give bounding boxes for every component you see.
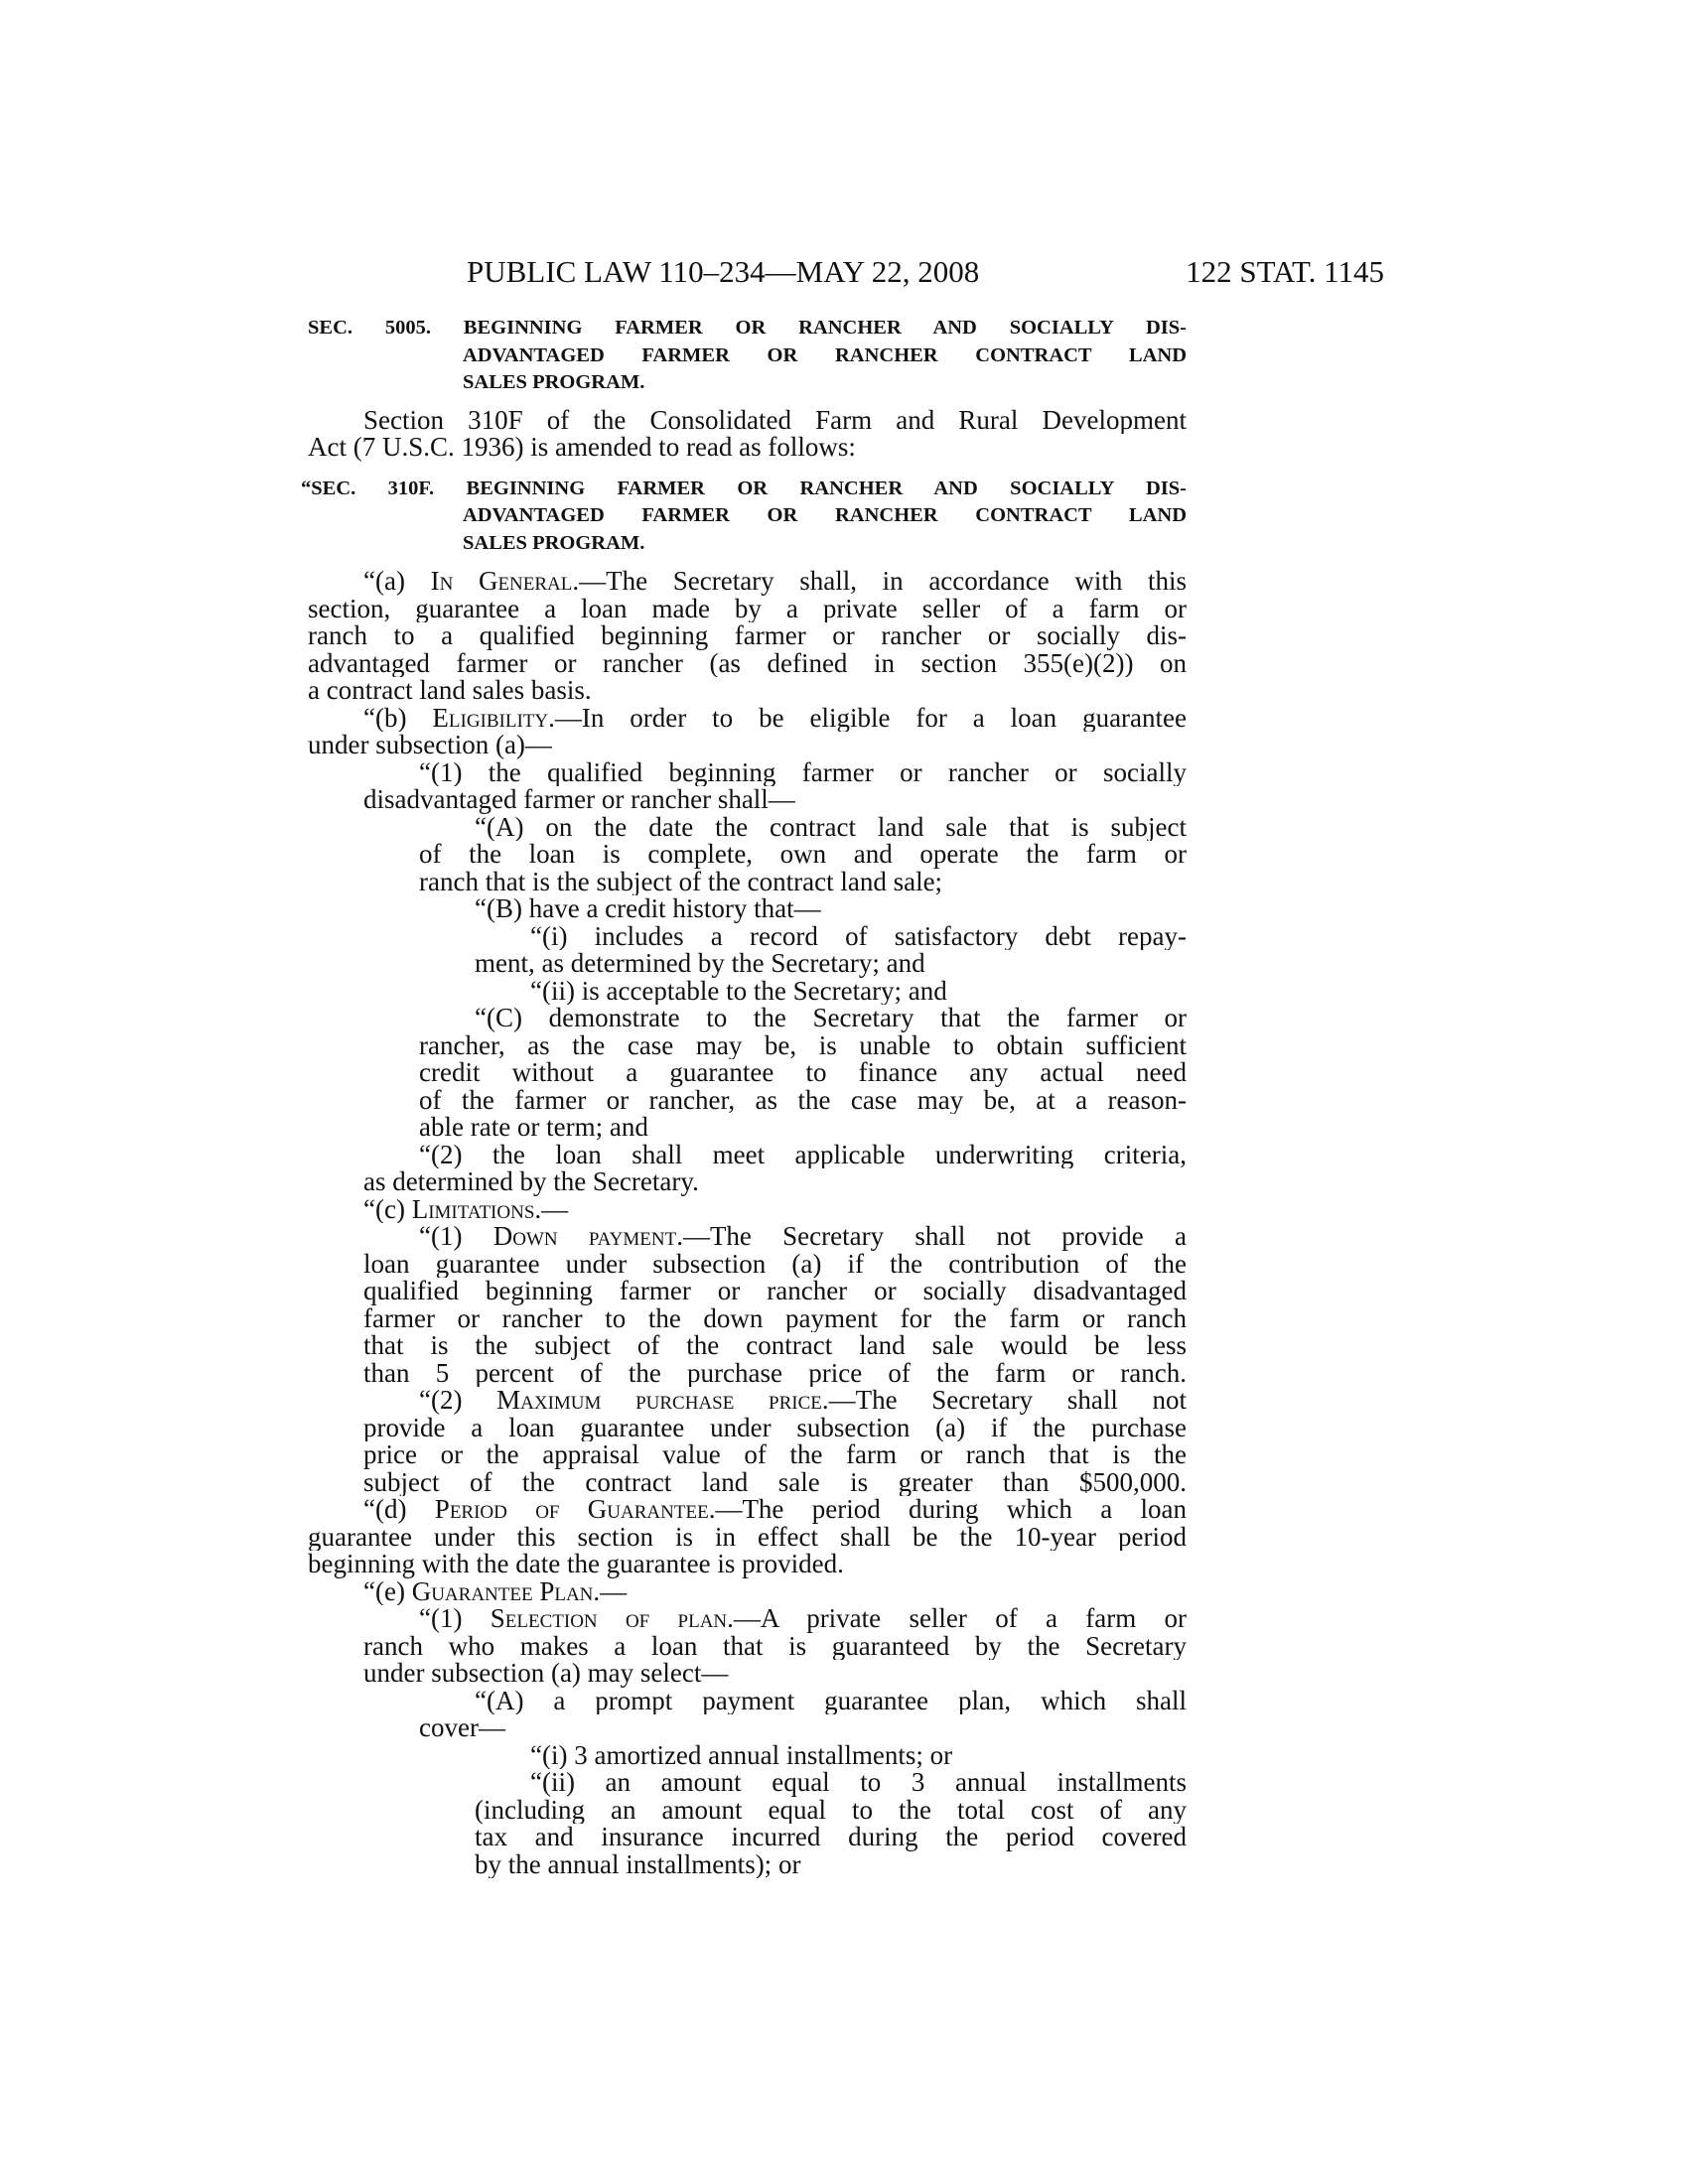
text-segment: .—The Secretary shall not <box>821 1387 1187 1415</box>
text-line: guarantee under this section is in effect shall be the 10-year period <box>308 1523 1187 1551</box>
text-line: provide a loan guarantee under subsection (a) if the purchase <box>363 1414 1187 1441</box>
text-segment: .—The Secretary shall not provide a <box>676 1223 1187 1251</box>
text-line: “(ii) is acceptable to the Secretary; and <box>530 977 947 1005</box>
subsection-caption: In General <box>430 568 573 596</box>
text-line: by the annual installments); or <box>475 1850 801 1878</box>
text-segment: .— <box>534 1195 569 1223</box>
subsection-caption: Down payment <box>492 1223 677 1251</box>
text-line: ranch that is the subject of the contract land sale; <box>419 868 943 895</box>
text-segment: “(d) <box>363 1496 435 1524</box>
section-text <box>308 568 1187 1878</box>
text-line: “(B) have a credit history that— <box>475 895 821 923</box>
text-line: tax and insurance incurred during the period covered <box>475 1824 1187 1851</box>
running-head <box>467 250 1384 294</box>
text-line: than 5 percent of the purchase price of the farm or ranch. <box>363 1359 1187 1387</box>
text-line: “(1) the qualified beginning farmer or rancher or socially <box>419 758 1187 786</box>
text-line <box>308 568 1187 596</box>
text-line: of the loan is complete, own and operate the farm or <box>419 841 1187 869</box>
text-line: “(i) 3 amortized annual installments; or <box>530 1741 953 1769</box>
text-line: “(A) a prompt payment guarantee plan, which shall <box>475 1687 1187 1714</box>
text-line: subject of the contract land sale is greater than $500,000. <box>363 1468 1187 1496</box>
text-segment: “(b) <box>363 704 433 732</box>
section-heading <box>301 476 1187 558</box>
heading-line: SALES PROGRAM. <box>463 531 645 554</box>
text-line: disadvantaged farmer or rancher shall— <box>363 786 795 814</box>
text-line <box>308 705 1187 733</box>
text-line: cover— <box>419 1714 505 1742</box>
text-line <box>308 1578 1187 1606</box>
text-line <box>308 1605 1187 1633</box>
text-line: able rate or term; and <box>419 1114 648 1142</box>
text-line <box>308 1196 1187 1224</box>
text-line: “(ii) an amount equal to 3 annual installments <box>530 1769 1187 1797</box>
text-segment: .—The period during which a loan <box>708 1496 1187 1524</box>
heading-line: SALES PROGRAM. <box>463 371 645 393</box>
text-line: a contract land sales basis. <box>308 677 592 705</box>
law-title: PUBLIC LAW 110–234—MAY 22, 2008 <box>467 254 980 289</box>
text-segment: .—The Secretary shall, in accordance with this <box>572 568 1187 596</box>
subsection-caption: Selection of plan <box>490 1605 728 1633</box>
text-line: “(A) on the date the contract land sale that is subject <box>475 813 1187 841</box>
text-line: ranch who makes a loan that is guaranteed by the Secretary <box>363 1632 1187 1660</box>
subsection-caption: Limitations <box>411 1195 535 1223</box>
text-line <box>308 1223 1187 1251</box>
text-line: “(2) the loan shall meet applicable underwriting criteria, <box>419 1141 1187 1168</box>
text-line: ment, as determined by the Secretary; and <box>475 950 925 978</box>
heading-line: ADVANTAGED FARMER OR RANCHER CONTRACT LAND <box>463 343 1187 366</box>
text-line: as determined by the Secretary. <box>363 1168 699 1196</box>
text-line: price or the appraisal value of the farm or ranch that is the <box>363 1441 1187 1469</box>
text-segment: “(c) <box>363 1195 412 1223</box>
text-line <box>308 1387 1187 1415</box>
text-segment: .—A private seller of a farm or <box>727 1605 1187 1633</box>
text-line: loan guarantee under subsection (a) if the contribution of the <box>363 1250 1187 1278</box>
text-line: advantaged farmer or rancher (as defined in section 355(e)(2)) on <box>308 649 1187 677</box>
text-line: credit without a guarantee to finance any actual need <box>419 1059 1187 1087</box>
heading-line: SEC. 5005. BEGINNING FARMER OR RANCHER AND SOCIALLY DIS- <box>308 317 1187 339</box>
text-line: Act (7 U.S.C. 1936) is amended to read as follows: <box>308 434 856 462</box>
text-line: of the farmer or rancher, as the case may be, at a reason- <box>419 1086 1187 1114</box>
heading-line: “SEC. 310F. BEGINNING FARMER OR RANCHER AND SOCIALLY DIS- <box>301 477 1187 499</box>
text-segment: “(2) <box>419 1387 497 1415</box>
text-segment: .—In order to be eligible for a loan guarantee <box>548 704 1187 732</box>
text-line <box>308 1496 1187 1524</box>
text-line: that is the subject of the contract land sale would be less <box>363 1332 1187 1360</box>
text-line: under subsection (a) may select— <box>363 1660 729 1688</box>
text-line: qualified beginning farmer or rancher or socially disadvantaged <box>363 1278 1187 1305</box>
document-body <box>301 315 1187 1878</box>
text-segment: “(1) <box>419 1223 493 1251</box>
intro-paragraph <box>308 407 1187 462</box>
text-line: farmer or rancher to the down payment for the farm or ranch <box>363 1304 1187 1332</box>
text-line: under subsection (a)— <box>308 732 552 759</box>
text-segment: “(a) <box>363 568 431 596</box>
subsection-caption: Period of Guarantee <box>434 1496 709 1524</box>
section-heading <box>308 315 1187 397</box>
subsection-caption: Maximum purchase price <box>496 1387 822 1415</box>
text-line: section, guarantee a loan made by a private seller of a farm or <box>308 595 1187 622</box>
subsection-caption: Eligibility <box>432 704 549 732</box>
text-line: beginning with the date the guarantee is provided. <box>308 1551 844 1578</box>
text-line: rancher, as the case may be, is unable to obtain sufficient <box>419 1031 1187 1059</box>
text-segment: “(e) <box>363 1577 412 1605</box>
text-line: (including an amount equal to the total cost of any <box>475 1796 1187 1824</box>
page-number: 122 STAT. 1145 <box>1186 254 1384 289</box>
text-line: ranch to a qualified beginning farmer or rancher or socially dis- <box>308 622 1187 650</box>
subsection-caption: Guarantee Plan <box>411 1577 594 1605</box>
text-line: Section 310F of the Consolidated Farm and Rural Development <box>363 406 1187 434</box>
text-line: “(C) demonstrate to the Secretary that the farmer or <box>475 1005 1187 1032</box>
text-line: “(i) includes a record of satisfactory debt repay- <box>530 922 1187 950</box>
heading-line: ADVANTAGED FARMER OR RANCHER CONTRACT LAND <box>463 504 1187 526</box>
text-segment: .— <box>593 1577 628 1605</box>
text-segment: “(1) <box>419 1605 491 1633</box>
